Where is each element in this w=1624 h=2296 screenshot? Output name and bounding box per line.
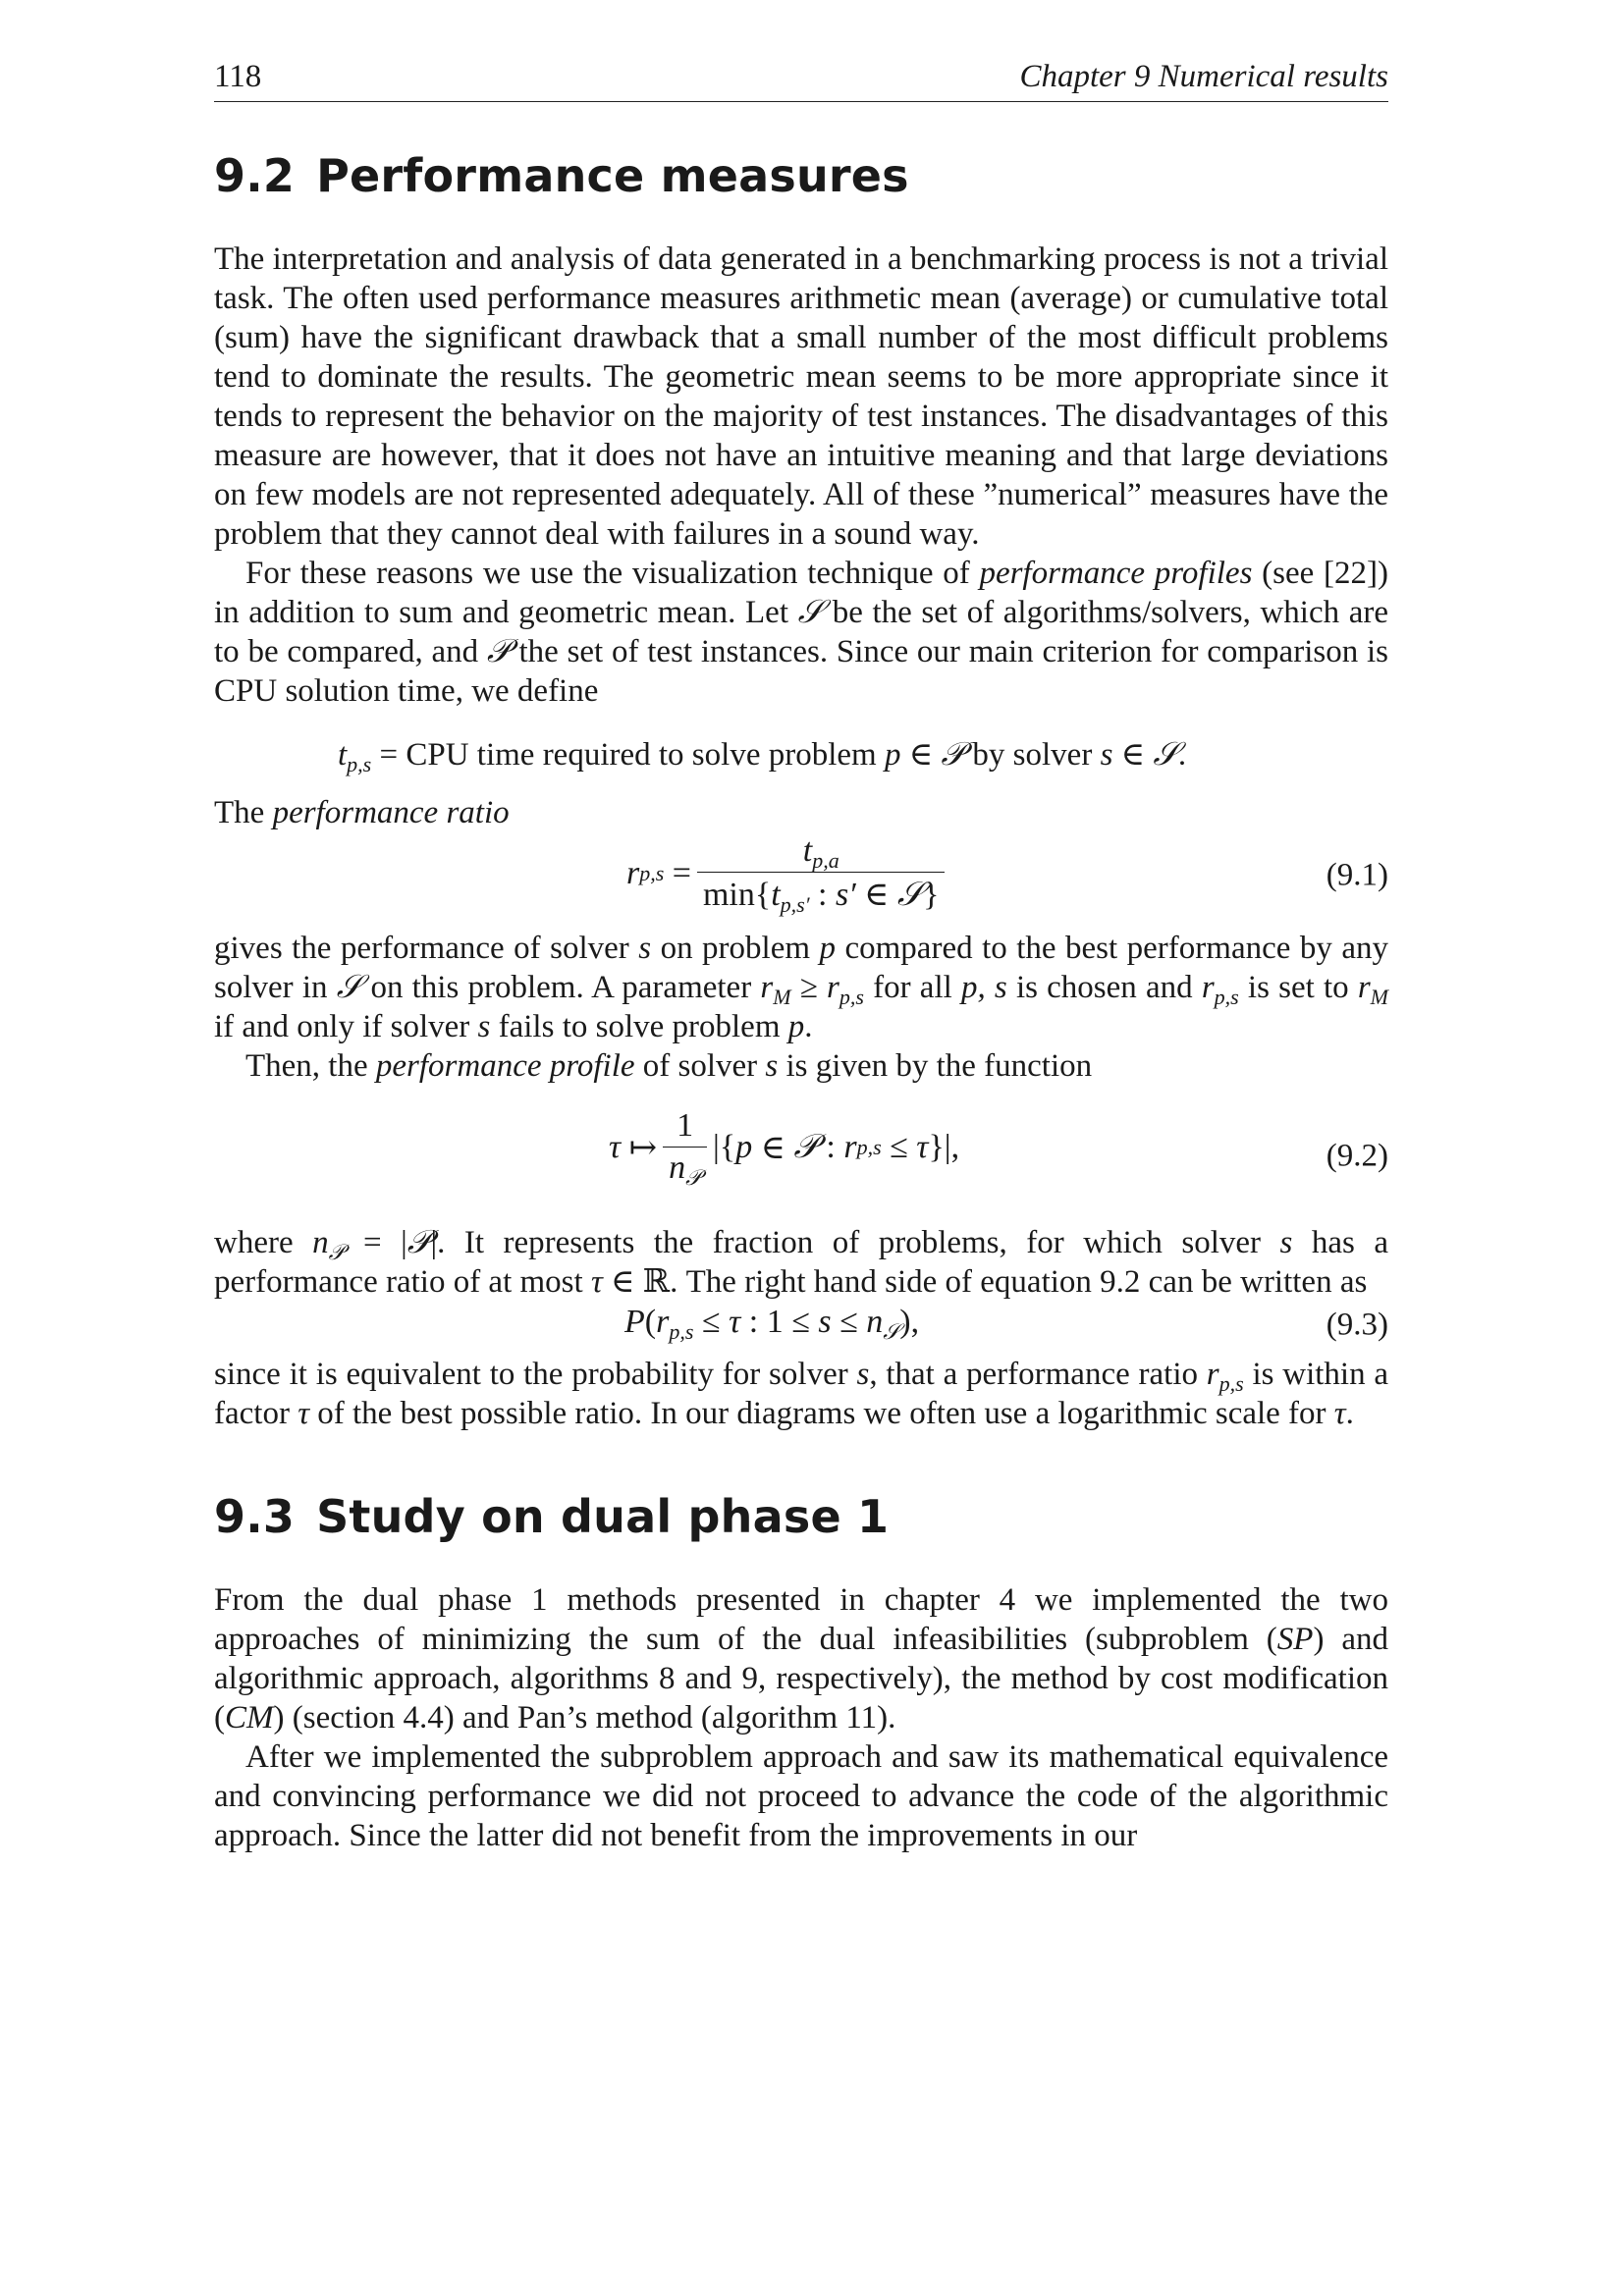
- running-head: [214, 59, 1388, 102]
- paragraph: The performance ratio: [214, 795, 510, 830]
- equation-definition: $t_{p,s}$ = CPU time required to solve problem p ∈ 𝒫 by solver s ∈ 𝒮.: [338, 737, 1187, 776]
- section-title: Study on dual phase 1: [316, 1490, 890, 1543]
- paragraph: For these reasons we use the visualization technique of performance profiles (see [22]) in addition to sum and geometric mean. Let 𝒮 be the set of algorithms/solvers, which are to be compared, and 𝒫 the set of test instances. Since our main criterion for comparison is CPU solution time, we define: [214, 556, 1388, 709]
- section-number: 9.2: [214, 149, 296, 202]
- equation-number: (9.1): [1326, 857, 1388, 893]
- paragraph: From the dual phase 1 methods presented in chapter 4 we implemented the two approaches of minimizing the sum of the dual infeasibilities (subproblem (SP) and algorithmic approach, algorithms 8 and 9, respectively), the method by cost modification (CM) (section 4.4) and Pan’s method (algorithm 11).: [214, 1582, 1388, 1735]
- paragraph: gives the performance of solver s on problem p compared to the best performance by any solver in 𝒮 on this problem. A parameter $r_M \ge r_{p,s}$ for all p, s is chosen and $r_{p,s}$ is set to $r_M$ if and only if solver s fails to solve problem p.: [214, 931, 1388, 1044]
- equation-9-1: r p,s = $\frac{t_{p,a}}{\min\{t_{p,s'} : s' \in 𝒮\}}$ (9.1): [626, 832, 1388, 917]
- section-heading-9-2: [214, 149, 1388, 202]
- page-number: 118: [214, 59, 262, 94]
- fraction: $\frac{t_{p,a}}{\min\{t_{p,s'} : s' \in 𝒮\}}$: [697, 832, 946, 914]
- paragraph: where $n_𝒫$ = |𝒫|. It represents the fraction of problems, for which solver s has a performance ratio of at most τ ∈ ℝ. The right hand side of equation 9.2 can be written as: [214, 1225, 1389, 1300]
- chapter-title: Chapter 9 Numerical results: [1019, 59, 1388, 94]
- paragraph: The interpretation and analysis of data generated in a benchmarking process is not a trivial task. The often used performance measures arithmetic mean (average) or cumulative total (sum) have the significant drawback that a small number of the most difficult problems tend to dominate the results. The geometric mean seems to be more appropriate since it tends to represent the behavior on the majority of test instances. The disadvantages of this measure are however, that it does not have an intuitive meaning and that large deviations on few models are not represented adequately. All of these ”numerical” measures have the problem that they cannot deal with failures in a sound way.: [214, 241, 1388, 552]
- equation-9-3: $P(r_{p,s} \le \tau$ : $1 \le s \le n_𝒮$), (9.3): [624, 1304, 1388, 1344]
- section-heading-9-3: [214, 1490, 1388, 1543]
- paragraph: After we implemented the subproblem approach and saw its mathematical equivalence and convincing performance we did not proceed to advance the code of the algorithmic approach. Since the latter did not benefit from the improvements in our: [214, 1739, 1388, 1853]
- equation-9-2: τ ↦ $\frac{1}{n_𝒫}$ |{ p ∈ 𝒫 : r p,s ≤ τ }|, (9.2): [609, 1107, 1388, 1190]
- paragraph: since it is equivalent to the probability for solver s, that a performance ratio $r_{p,s}$ is within a factor τ of the best possible ratio. In our diagrams we often use a logarithmic scale for τ.: [214, 1357, 1389, 1431]
- fraction: $\frac{1}{n_𝒫}$: [663, 1107, 707, 1187]
- section-title: Performance measures: [316, 149, 909, 202]
- section-number: 9.3: [214, 1490, 296, 1543]
- paragraph: Then, the performance profile of solver s is given by the function: [245, 1048, 1093, 1084]
- page: [214, 59, 1388, 1855]
- equation-number: (9.3): [1326, 1307, 1388, 1343]
- equation-number: (9.2): [1326, 1138, 1388, 1174]
